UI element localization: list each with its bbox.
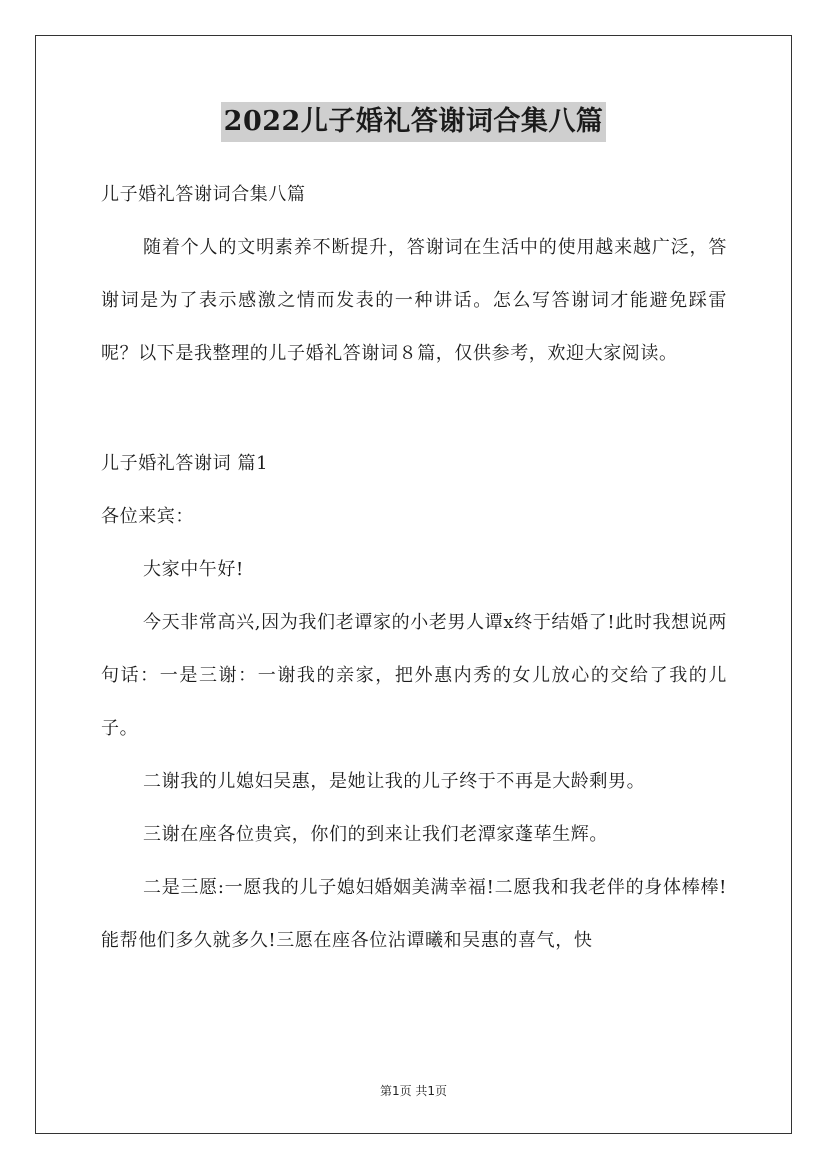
subtitle-line: 儿子婚礼答谢词合集八篇	[101, 184, 306, 205]
body-paragraph: 三谢在座各位贵宾，你们的到来让我们老潭家蓬荜生辉。	[143, 824, 608, 845]
body-paragraph: 大家中午好!	[143, 559, 244, 580]
body-paragraph: 二谢我的儿媳妇吴惠，是她让我的儿子终于不再是大龄剩男。	[143, 771, 646, 792]
section-heading: 儿子婚礼答谢词 篇1	[101, 453, 269, 474]
greeting-line: 各位来宾：	[101, 506, 194, 527]
page-footer: 第1页 共1页	[379, 1084, 448, 1098]
document-title-text: 2022儿子婚礼答谢词合集八篇	[221, 102, 607, 142]
document-title	[0, 100, 827, 142]
body-paragraph: 二是三愿:一愿我的儿子媳妇婚姻美满幸福!二愿我和我老伴的身体棒棒!能帮他们多久就多久!三愿在座各位沾谭曦和吴惠的喜气，快	[101, 877, 727, 951]
body-paragraph: 今天非常高兴,因为我们老谭家的小老男人谭x终于结婚了!此时我想说两句话：一是三谢：一谢我的亲家，把外惠内秀的女儿放心的交给了我的儿子。	[101, 612, 727, 739]
document-body	[101, 168, 727, 967]
intro-paragraph: 随着个人的文明素养不断提升，答谢词在生活中的使用越来越广泛，答谢词是为了表示感激之情而发表的一种讲话。怎么写答谢词才能避免踩雷呢？以下是我整理的儿子婚礼答谢词８篇，仅供参考，欢迎大家阅读。	[101, 237, 727, 364]
